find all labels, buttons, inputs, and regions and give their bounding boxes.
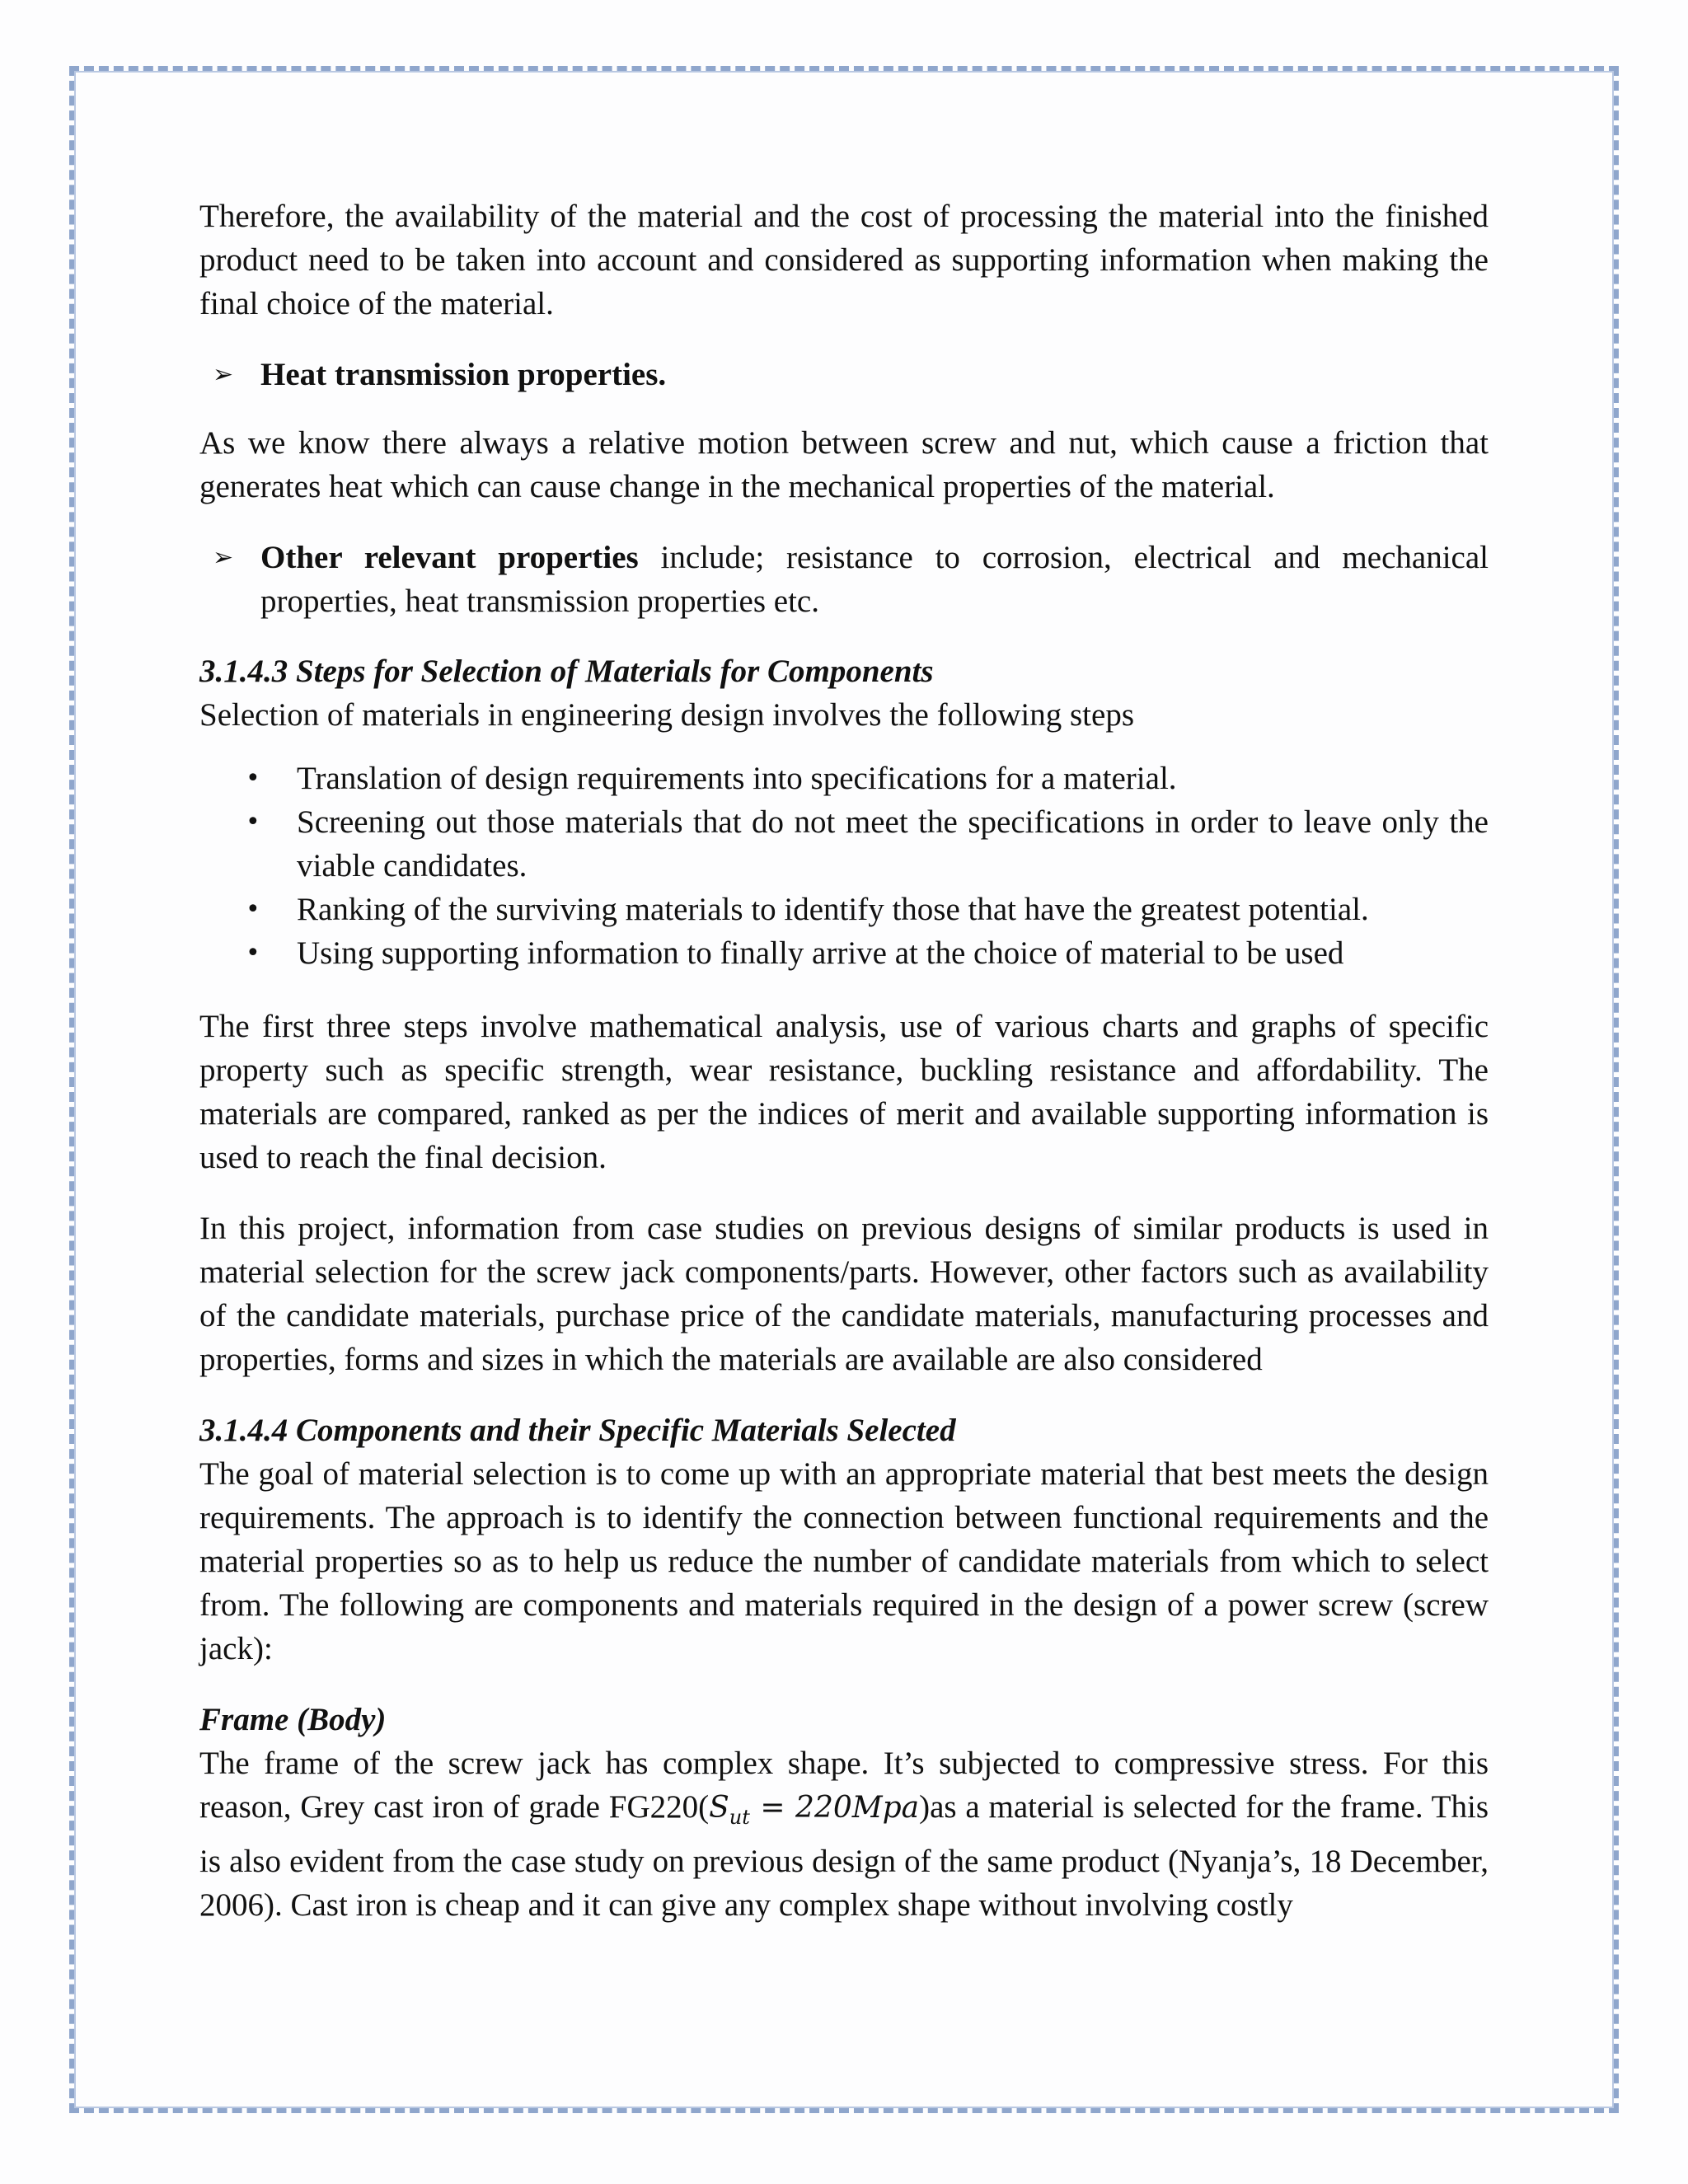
math-unit: Mpa <box>851 1791 920 1825</box>
other-properties-item <box>213 536 1489 623</box>
math-subscript: ut <box>729 1806 750 1830</box>
bullet-dot-icon: • <box>246 808 260 837</box>
other-properties-text <box>260 536 1489 623</box>
section-heading-3143: 3.1.4.3 Steps for Selection of Materials for Components <box>199 654 934 689</box>
bullet-dot-icon: • <box>246 764 260 793</box>
arrow-bullet-icon: ➢ <box>213 360 234 389</box>
list-item-text: Ranking of the surviving materials to identify those that have the greatest potential. <box>297 892 1369 927</box>
frame-paragraph <box>199 1741 1489 1927</box>
math-equals: = 220 <box>749 1791 852 1825</box>
list-item-text: Using supporting information to finally arrive at the choice of material to be used <box>297 935 1344 971</box>
selection-steps-list <box>199 757 1489 975</box>
heat-transmission-label: Heat transmission properties. <box>260 357 667 392</box>
material-selection-paragraph: The goal of material selection is to come up with an appropriate material that best meets the design requirements. The approach is to identify the connection between functional requirements and the material properties so as to help us reduce the number of candidate materials from which to select from. The following are components and materials required in the design of a power screw (screw jack): <box>199 1456 1489 1666</box>
heat-transmission-item <box>213 353 1489 396</box>
frame-text-before: The frame of the screw jack has complex shape. It’s subjected to compressive stress. For this reason, Grey cast iron of grade FG220( <box>199 1746 1489 1825</box>
bullet-dot-icon: • <box>246 939 260 968</box>
intro-paragraph: Therefore, the availability of the material and the cost of processing the material into the finished product need to be taken into account and considered as supporting information when making the final choice of the material. <box>199 199 1489 321</box>
list-item <box>246 800 1489 888</box>
frame-text-after: )as a material is selected for the frame. This is also evident from the case study on previous design of the same product (Nyanja’s, 18 December, 2006). Cast iron is cheap and it can give any complex shape without involving costly <box>199 1789 1489 1924</box>
math-symbol: S <box>709 1791 729 1825</box>
arrow-bullet-icon: ➢ <box>213 543 234 572</box>
section-3143-intro: Selection of materials in engineering design involves the following steps <box>199 697 1135 733</box>
bullet-dot-icon: • <box>246 895 260 924</box>
frame-heading: Frame (Body) <box>199 1702 387 1737</box>
list-item <box>246 888 1489 931</box>
heat-transmission-paragraph: As we know there always a relative motion between screw and nut, which cause a friction that generates heat which can cause change in the mechanical properties of the material. <box>199 425 1489 504</box>
case-study-paragraph: In this project, information from case studies on previous designs of similar products is used in material selection for the screw jack components/parts. However, other factors such as availability of the candidate materials, purchase price of the candidate materials, manufacturing processes and properties, forms and sizes in which the materials are available are also considered <box>199 1211 1489 1377</box>
other-properties-description: include; resistance to corrosion, electrical and mechanical properties, heat transmission properties etc. <box>260 540 1489 619</box>
list-item <box>246 931 1489 975</box>
list-item-text: Translation of design requirements into specifications for a material. <box>297 761 1177 796</box>
other-properties-label: Other relevant properties <box>260 540 639 575</box>
list-item-text: Screening out those materials that do not meet the specifications in order to leave only the viable candidates. <box>297 804 1489 883</box>
section-heading-3144: 3.1.4.4 Components and their Specific Materials Selected <box>199 1413 956 1448</box>
list-item <box>246 757 1489 800</box>
strength-formula <box>709 1791 920 1830</box>
document-body <box>199 194 1489 1927</box>
steps-analysis-paragraph: The first three steps involve mathematical analysis, use of various charts and graphs of specific property such as specific strength, wear resistance, buckling resistance and affordability. The materials are compared, ranked as per the indices of merit and available supporting information is used to reach the final decision. <box>199 1009 1489 1175</box>
